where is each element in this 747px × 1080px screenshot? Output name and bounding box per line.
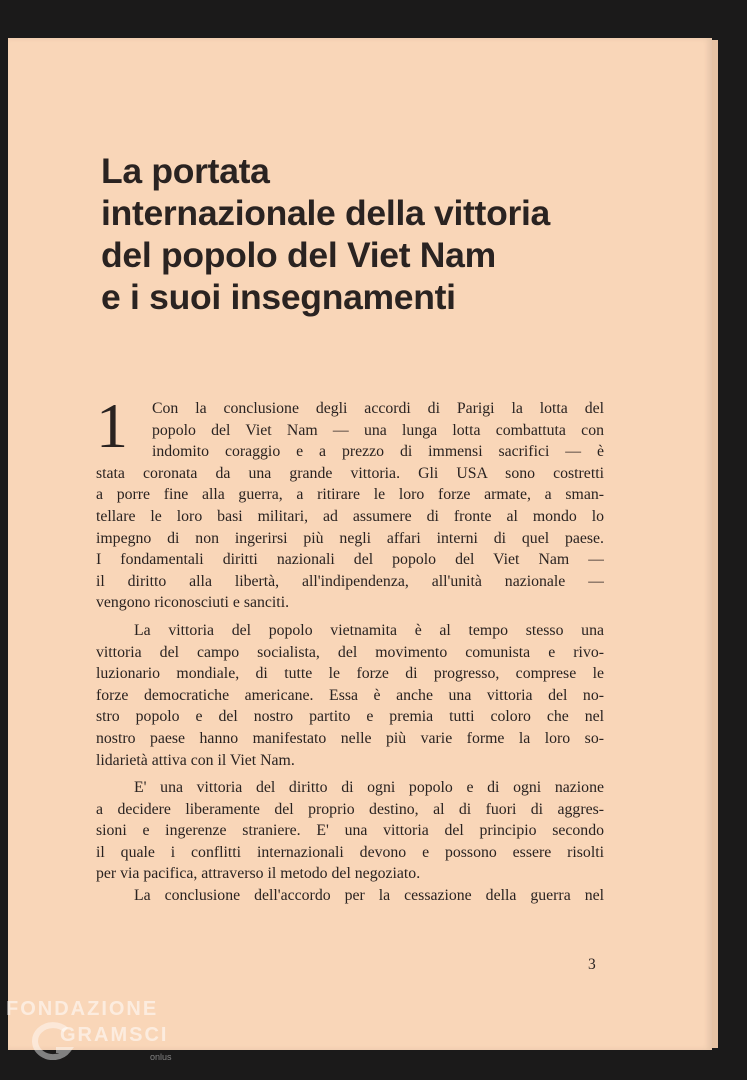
text-line: popolo del Viet Nam — una lunga lotta combattuta con — [152, 421, 604, 439]
text-line: indomito coraggio e a prezzo di immensi sacrifici — è — [152, 443, 604, 461]
text-line: tellare le loro basi militari, ad assumere di fronte al mondo lo — [96, 507, 604, 525]
text-line: impegno di non ingerirsi più negli affari interni di quel paese. — [96, 529, 604, 547]
text-line: nostro paese hanno manifestato nelle più varie forme la loro so- — [96, 729, 604, 747]
title-line: del popolo del Viet Nam — [101, 235, 496, 275]
text-line: E' una vittoria del diritto di ogni popolo e di ogni nazione — [134, 779, 604, 797]
watermark-line-1: FONDAZIONE — [6, 998, 159, 1020]
text-line: Con la conclusione degli accordi di Parigi la lotta del — [152, 400, 604, 417]
watermark — [0, 992, 200, 1062]
watermark-line-3: onlus — [150, 1052, 172, 1062]
drop-cap-section-number: 1 — [96, 390, 128, 461]
watermark-line-2: GRAMSCI — [60, 1024, 169, 1046]
article-body — [96, 398, 604, 907]
text-line: La vittoria del popolo vietnamita è al tempo stesso una — [134, 621, 604, 639]
text-line: La conclusione dell'accordo per la cessazione della guerra nel — [134, 887, 604, 905]
text-line: per via pacifica, attraverso il metodo del negoziato. — [96, 865, 421, 883]
text-line: forze democratiche americane. Essa è anche una vittoria del no- — [96, 686, 604, 704]
text-line: sioni e ingerenze straniere. E' una vittoria del principio secondo — [96, 822, 604, 840]
text-line: vengono riconosciuti e sanciti. — [96, 594, 290, 612]
text-line: lidarietà attiva con il Viet Nam. — [96, 751, 295, 769]
text-line: a decidere liberamente del proprio destino, al di fuori di aggres- — [96, 800, 604, 818]
text-line: stro popolo e del nostro partito e premia tutti coloro che nel — [96, 708, 604, 726]
page-number: 3 — [588, 956, 596, 973]
paragraph — [96, 777, 604, 885]
title-line: e i suoi insegnamenti — [101, 277, 456, 317]
text-line: il quale i conflitti internazionali devono e possono essere risolti — [96, 843, 604, 861]
text-line: I fondamentali diritti nazionali del popolo del Viet Nam — — [96, 551, 604, 569]
text-line: a porre fine alla guerra, a ritirare le loro forze armate, a sman- — [96, 486, 604, 504]
text-line: il diritto alla libertà, all'indipendenza, all'unità nazionale — — [96, 572, 604, 590]
text-line: vittoria del campo socialista, del movimento comunista e rivo- — [96, 643, 604, 661]
paragraph — [96, 398, 604, 614]
title-line: internazionale della vittoria — [101, 193, 550, 233]
paragraph — [96, 620, 604, 771]
page-title — [101, 150, 661, 318]
title-line: La portata — [101, 151, 270, 191]
text-line: luzionario mondiale, di tutte le forze di progresso, comprese le — [96, 665, 604, 683]
text-line: stata coronata da una grande vittoria. Gli USA sono costretti — [96, 464, 604, 482]
paragraph — [96, 885, 604, 907]
